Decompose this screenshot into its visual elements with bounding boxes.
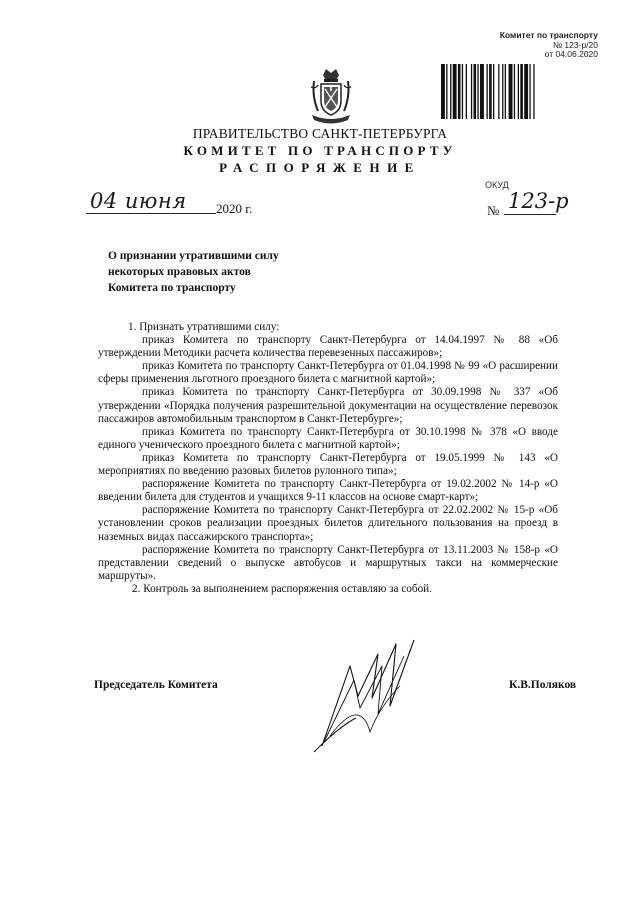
government-title: ПРАВИТЕЛЬСТВО САНКТ-ПЕТЕРБУРГА <box>192 126 448 141</box>
number-underline <box>504 214 556 215</box>
stamp-issuer: Комитет по транспорту <box>499 30 598 40</box>
paragraph: приказ Комитета по транспорту Санкт-Петербурга от 01.04.1998 № 99 «О расширении сферы применения льготного проездного билета с магнитной картой»; <box>98 360 558 386</box>
paragraph: распоряжение Комитета по транспорту Санкт-Петербурга от 19.02.2002 № 14-р «О введении билета для студентов и учащихся 9-11 классов на основе смарт-карт»; <box>98 478 558 504</box>
coat-of-arms-emblem <box>306 67 356 127</box>
subject-line: О признании утратившими силу <box>108 250 279 262</box>
handwritten-date: 04 июня <box>90 189 187 213</box>
document-body <box>98 321 558 596</box>
paragraph-item-1: 1. Признать утратившими силу: <box>128 321 280 333</box>
handwritten-signature <box>300 636 420 754</box>
number-sign: № <box>487 203 500 218</box>
document-subject <box>108 248 368 296</box>
paragraph: приказ Комитета по транспорту Санкт-Петербурга от 30.09.1998 № 337 «Об утверждении «Порядка получения разрешительной документации на осуществление перевозок пассажиров автомобильным транспортом в Санкт-Петербурге»; <box>98 386 558 425</box>
paragraph: распоряжение Комитета по транспорту Санкт-Петербурга от 22.02.2002 № 15-р «Об установлении сроков реализации проездных билетов длительного пользования на проезд в наземных видах пассажирского транспорта»; <box>98 504 558 543</box>
registration-stamp <box>438 31 598 60</box>
committee-title: КОМИТЕТ ПО ТРАНСПОРТУ <box>183 143 457 158</box>
handwritten-number: 123-р <box>508 189 569 213</box>
stamp-number: № 123-р/20 <box>552 39 598 50</box>
document-type-title: РАСПОРЯЖЕНИЕ <box>219 160 421 175</box>
paragraph: распоряжение Комитета по транспорту Санкт-Петербурга от 13.11.2003 № 158-р «О представлении сведений о выпуске автобусов и маршрутных такси на коммерческие маршруты». <box>98 543 558 582</box>
date-year: 2020 г. <box>216 201 253 216</box>
subject-line: Комитета по транспорту <box>108 282 236 294</box>
date-underline <box>86 213 216 214</box>
subject-line: некоторых правовых актов <box>108 266 251 278</box>
stamp-date: от 04.06.2020 <box>544 49 598 59</box>
paragraph: приказ Комитета по транспорту Санкт-Петербурга от 19.05.1999 № 143 «О мероприятиях по введению разовых билетов рулонного типа»; <box>98 451 558 478</box>
okud-label: ОКУД <box>485 180 509 190</box>
paragraph-item-2: 2. Контроль за выполнением распоряжения оставляю за собой. <box>132 582 432 595</box>
signatory-name: К.В.Поляков <box>509 679 577 691</box>
signatory-title: Председатель Комитета <box>94 679 218 691</box>
paragraph: приказ Комитета по транспорту Санкт-Петербурга от 14.04.1997 № 88 «Об утверждении Методики расчета количества перевезенных пассажиров»; <box>98 334 558 360</box>
barcode-image <box>441 64 595 119</box>
paragraph: приказ Комитета по транспорту Санкт-Петербурга от 30.10.1998 № 378 «О вводе единого ученического проездного билета с магнитной картой»; <box>98 425 558 451</box>
